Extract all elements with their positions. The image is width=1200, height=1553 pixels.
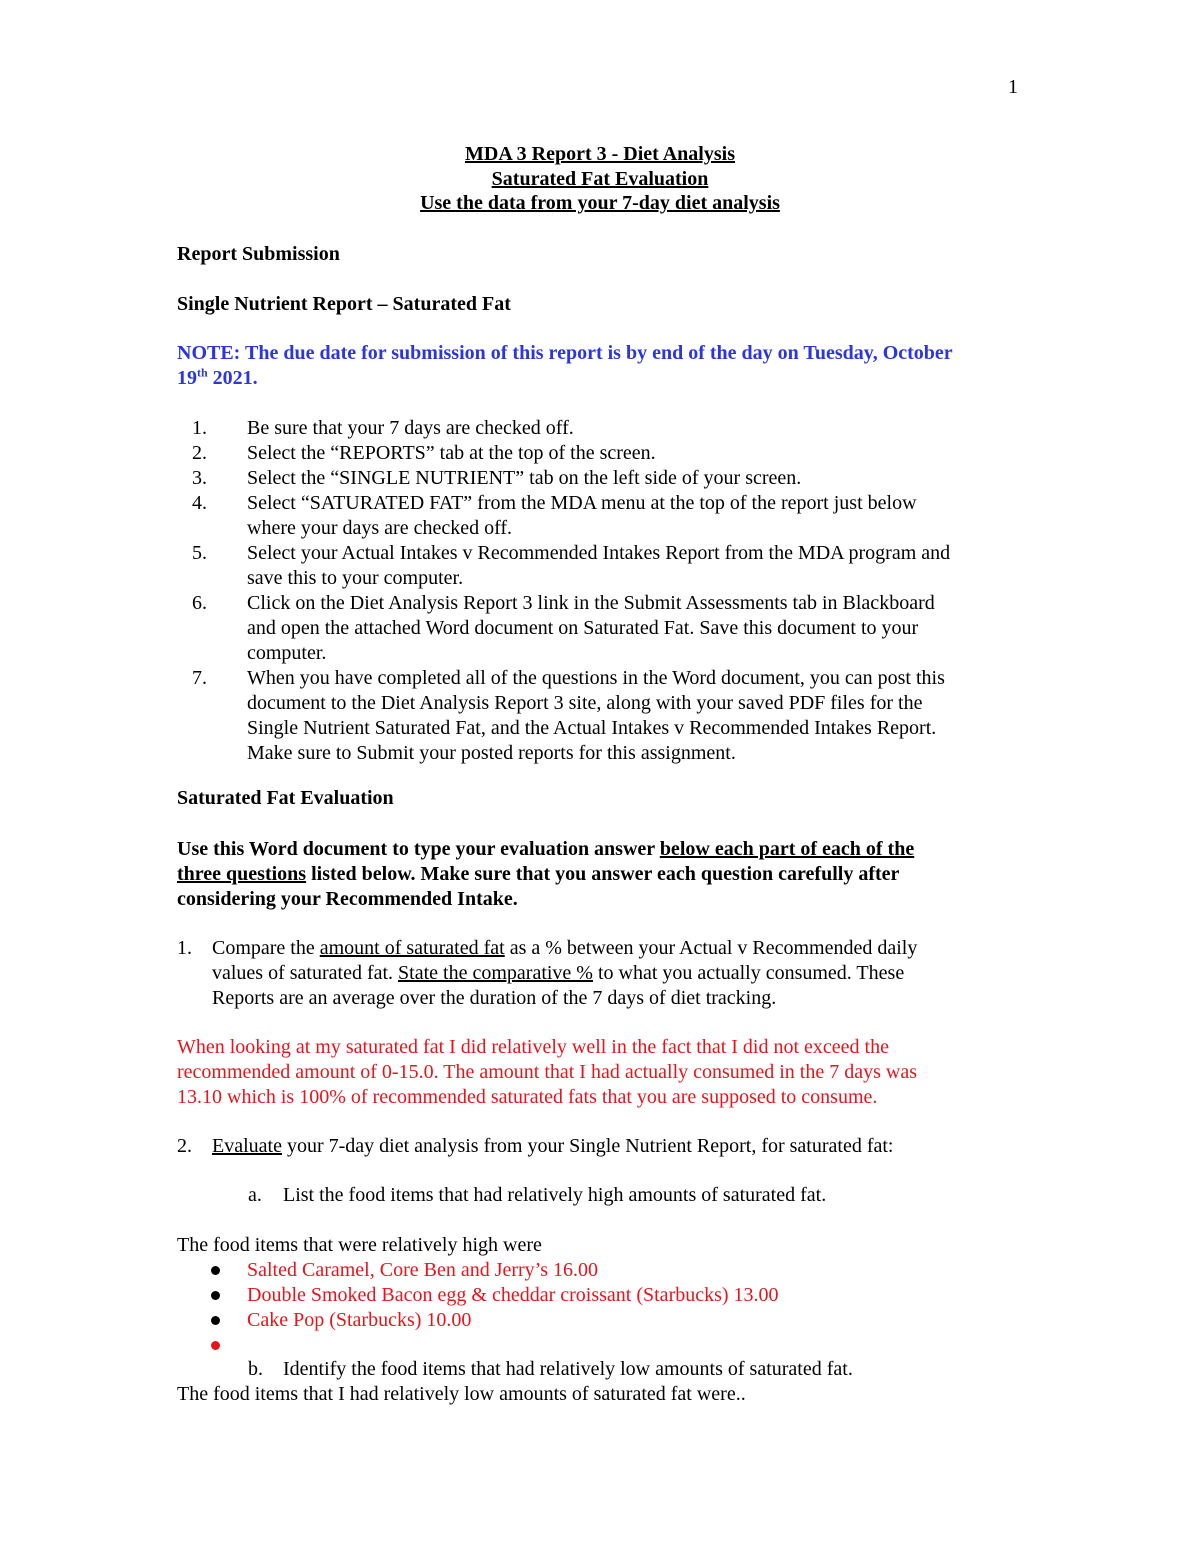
- high-items-intro: The food items that were relatively high were: [177, 1234, 542, 1256]
- bullet-icon: [211, 1316, 220, 1325]
- report-submission-heading: Report Submission: [177, 243, 340, 265]
- step-number: 2.: [192, 442, 207, 464]
- step-item: [192, 416, 1052, 441]
- question-1-number: 1.: [177, 937, 192, 959]
- step-text: Select your Actual Intakes v Recommended Intakes Report from the MDA program and save this to your computer.: [247, 542, 951, 589]
- note-line-1: NOTE: The due date for submission of this report is by end of the day on Tuesday, October: [177, 342, 953, 364]
- step-item: [192, 541, 1052, 591]
- list-item: Salted Caramel, Core Ben and Jerry’s 16.00: [211, 1258, 1031, 1283]
- step-number: 1.: [192, 417, 207, 439]
- bullet-icon: [211, 1266, 220, 1275]
- step-text: Be sure that your 7 days are checked off.: [247, 417, 574, 439]
- step-text: When you have completed all of the questions in the Word document, you can post this document to the Diet Analysis Report 3 site, along with your saved PDF files for the Single Nutrient Saturated Fat, and the Actual Intakes v Recommended Intakes Report. Make sure to Submit your posted reports for this assignment.: [247, 667, 945, 764]
- step-number: 3.: [192, 467, 207, 489]
- step-item: [192, 466, 1052, 491]
- evaluation-heading: Saturated Fat Evaluation: [177, 787, 394, 809]
- document-page: 1 MDA 3 Report 3 - Diet Analysis Saturated Fat Evaluation Use the data from your 7-day diet analysis Report Submission Single Nutrient Report – Saturated Fat NOTE: The due date for submission of this report is by end of the day on Tuesday, October 19th 2021. 1. Be sure that your 7 days are checked off. 2. Select the “REPORTS” tab at the top of the screen. 3. Select the “SINGLE NUTRIENT” tab on the left side of your screen. 4. Select “SATURATED FAT” from the MDA menu at the top of the report just below where your days are checked off. 5. Select your Actual Intakes v Recommended Intakes Report from the MDA program and save this to your computer. 6. Click on the Diet Analysis Report 3 link in the Submit Assessments tab in Blackboard and open the attached Word document on Saturated Fat. Save this document to your computer. 7. When you have completed all of the questions in the Word document, you can post this document to the Diet Analysis Report 3 site, along with your saved PDF files for the Single Nutrient Saturated Fat, and the Actual Intakes v Recommended Intakes Report. Make sure to Submit your posted reports for this assignment. Saturated Fat Evaluation Use this Word document to type your evaluation answer below each part of each of the three questions listed below. Make sure that you answer each question carefully after considering your Recommended Intake. 1. Compare the amount of saturated fat as a % between your Actual v Recommended daily values of saturated fat. State the comparative % to what you actually consumed. These Reports are an average over the duration of the 7 days of diet tracking. When looking at my saturated fat I did relatively well in the fact that I did not exceed the recommended amount of 0-15.0. The amount that I had actually consumed in the 7 days was 13.10 which is 100% of recommended saturated fats that you are supposed to consume. 2. Evaluate your 7-day diet analysis from your Single Nutrient Report, for saturated fat: a. List the food items that had relatively high amounts of saturated fat. The food items that were relatively high were Salted Caramel, Core Ben and Jerry’s 16.00 Double Smoked Bacon egg & cheddar croissant (Starbucks) 13.00 Cake Pop (Starbucks) 10.00 b. Identify the food items that had relatively low amounts of saturated fat. The food items that I had relatively low amounts of saturated fat were..: [0, 0, 1200, 1553]
- question-2-number: 2.: [177, 1135, 192, 1157]
- title-line-3: Use the data from your 7-day diet analysis: [420, 192, 780, 214]
- step-text: Click on the Diet Analysis Report 3 link in the Submit Assessments tab in Blackboard and open the attached Word document on Saturated Fat. Save this document to your computer.: [247, 592, 935, 664]
- step-item: [192, 491, 1052, 541]
- high-items-list: [211, 1258, 1031, 1358]
- step-number: 4.: [192, 492, 207, 514]
- step-item: [192, 666, 1052, 766]
- step-item: [192, 591, 1052, 666]
- title-line-2: Saturated Fat Evaluation: [491, 168, 709, 190]
- step-text: Select the “SINGLE NUTRIENT” tab on the left side of your screen.: [247, 467, 802, 489]
- list-item: Double Smoked Bacon egg & cheddar croissant (Starbucks) 13.00: [211, 1283, 1031, 1308]
- instructions-paragraph: Use this Word document to type your evaluation answer below each part of each of the three questions listed below. Make sure that you answer each question carefully after considering your Recommended Intake.: [177, 838, 915, 910]
- answer-1: When looking at my saturated fat I did relatively well in the fact that I did not exceed the recommended amount of 0-15.0. The amount that I had actually consumed in the 7 days was 13.10 which is 100% of recommended saturated fats that you are supposed to consume.: [177, 1036, 917, 1108]
- step-item: [192, 441, 1052, 466]
- steps-list: [192, 416, 1052, 766]
- step-text: Select the “REPORTS” tab at the top of the screen.: [247, 442, 656, 464]
- step-text: Select “SATURATED FAT” from the MDA menu at the top of the report just below where your days are checked off.: [247, 492, 917, 539]
- title-line-1: MDA 3 Report 3 - Diet Analysis: [465, 143, 735, 165]
- due-date-note: [177, 341, 1037, 391]
- low-items-intro: The food items that I had relatively low amounts of saturated fat were..: [177, 1383, 746, 1405]
- list-item: Cake Pop (Starbucks) 10.00: [211, 1308, 1031, 1333]
- step-number: 6.: [192, 592, 207, 614]
- note-line-2: 19th 2021.: [177, 365, 258, 389]
- bullet-icon: [211, 1341, 220, 1350]
- bullet-icon: [211, 1291, 220, 1300]
- step-number: 5.: [192, 542, 207, 564]
- step-number: 7.: [192, 667, 207, 689]
- single-nutrient-heading: Single Nutrient Report – Saturated Fat: [177, 293, 511, 315]
- page-number: 1: [1008, 76, 1018, 98]
- list-item-empty: [211, 1333, 1031, 1358]
